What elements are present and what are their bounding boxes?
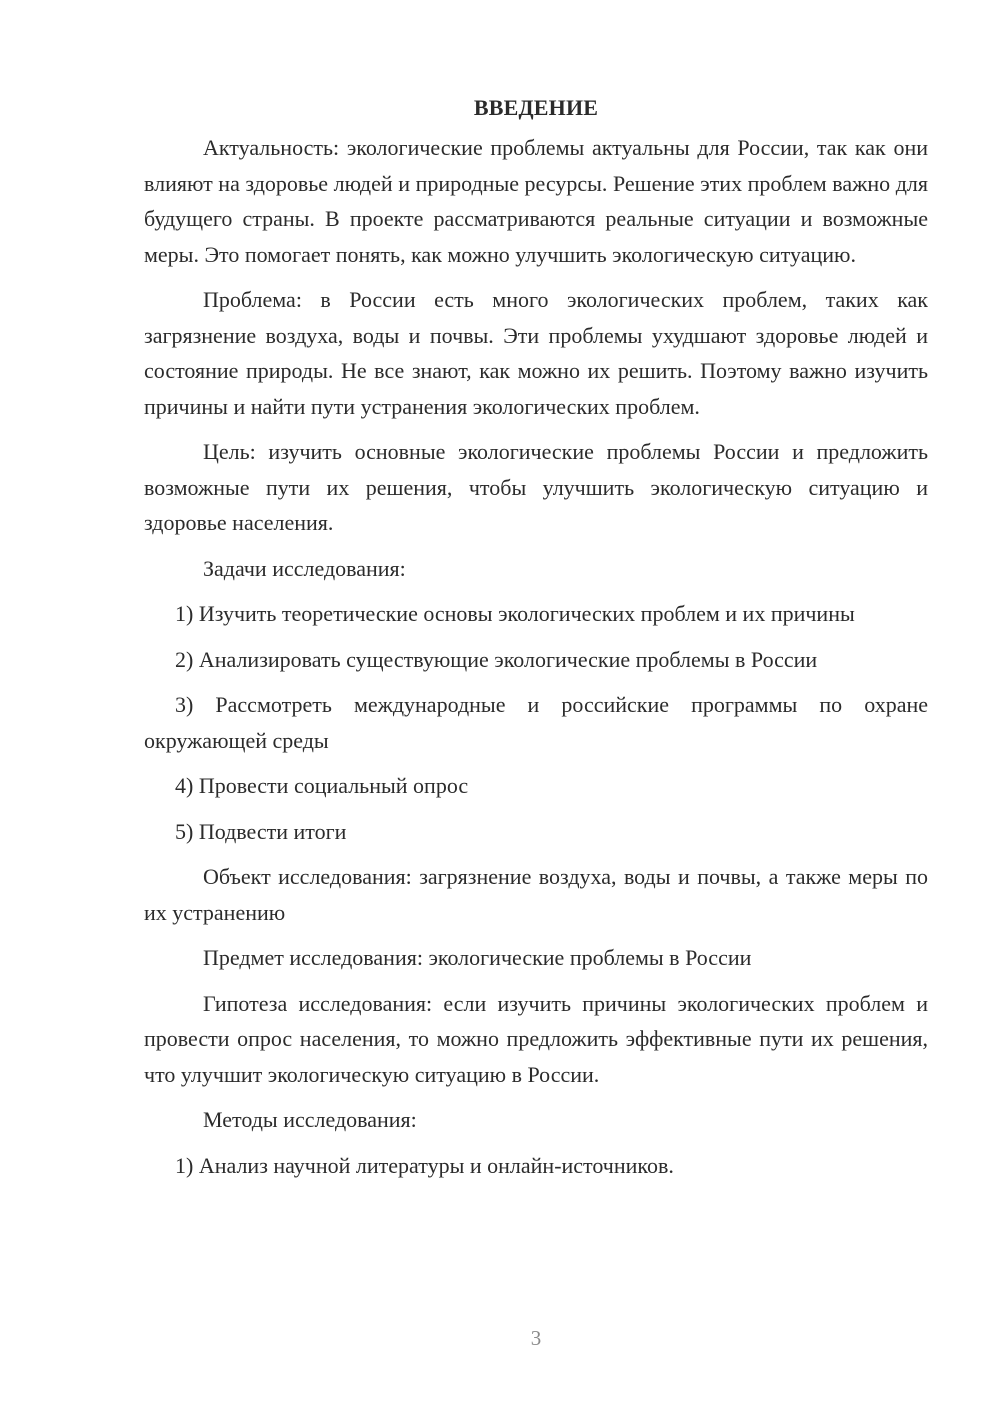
task-item: 3) Рассмотреть международные и российские программы по охране окружающей среды — [144, 692, 928, 753]
document-page — [144, 92, 928, 1193]
task-item: 5) Подвести итоги — [175, 818, 347, 844]
task-item: 2) Анализировать существующие экологические проблемы в России — [175, 646, 818, 672]
object-paragraph: Объект исследования: загрязнение воздуха, воды и почвы, а также меры по их устранению — [144, 864, 928, 925]
tasks-heading: Задачи исследования: — [203, 555, 406, 581]
hypothesis-paragraph: Гипотеза исследования: если изучить причины экологических проблем и провести опрос населения, то можно предложить эффективные пути их решения, что улучшит экологическую ситуацию в России. — [144, 990, 928, 1087]
subject-paragraph: Предмет исследования: экологические проблемы в России — [203, 945, 752, 970]
page-number: 3 — [530, 1326, 542, 1350]
task-item: 1) Изучить теоретические основы экологических проблем и их причины — [175, 601, 855, 626]
relevance-paragraph: Актуальность: экологические проблемы актуальны для России, так как они влияют на здоровье людей и природные ресурсы. Решение этих проблем важно для будущего страны. В проекте рассматриваются реальные ситуации и возможные меры. Это помогает понять, как можно улучшить экологическую ситуацию. — [144, 135, 928, 267]
page-title: ВВЕДЕНИЕ — [473, 95, 599, 120]
methods-heading: Методы исследования: — [203, 1107, 417, 1132]
method-item: 1) Анализ научной литературы и онлайн-источников. — [175, 1152, 674, 1178]
goal-paragraph: Цель: изучить основные экологические проблемы России и предложить возможные пути их решения, чтобы улучшить экологическую ситуацию и здоровье населения. — [144, 439, 928, 535]
problem-paragraph: Проблема: в России есть много экологических проблем, таких как загрязнение воздуха, воды и почвы. Эти проблемы ухудшают здоровье людей и состояние природы. Не все знают, как можно их решить. Поэтому важно изучить причины и найти пути устранения экологических проблем. — [144, 287, 928, 419]
task-item: 4) Провести социальный опрос — [175, 773, 469, 798]
